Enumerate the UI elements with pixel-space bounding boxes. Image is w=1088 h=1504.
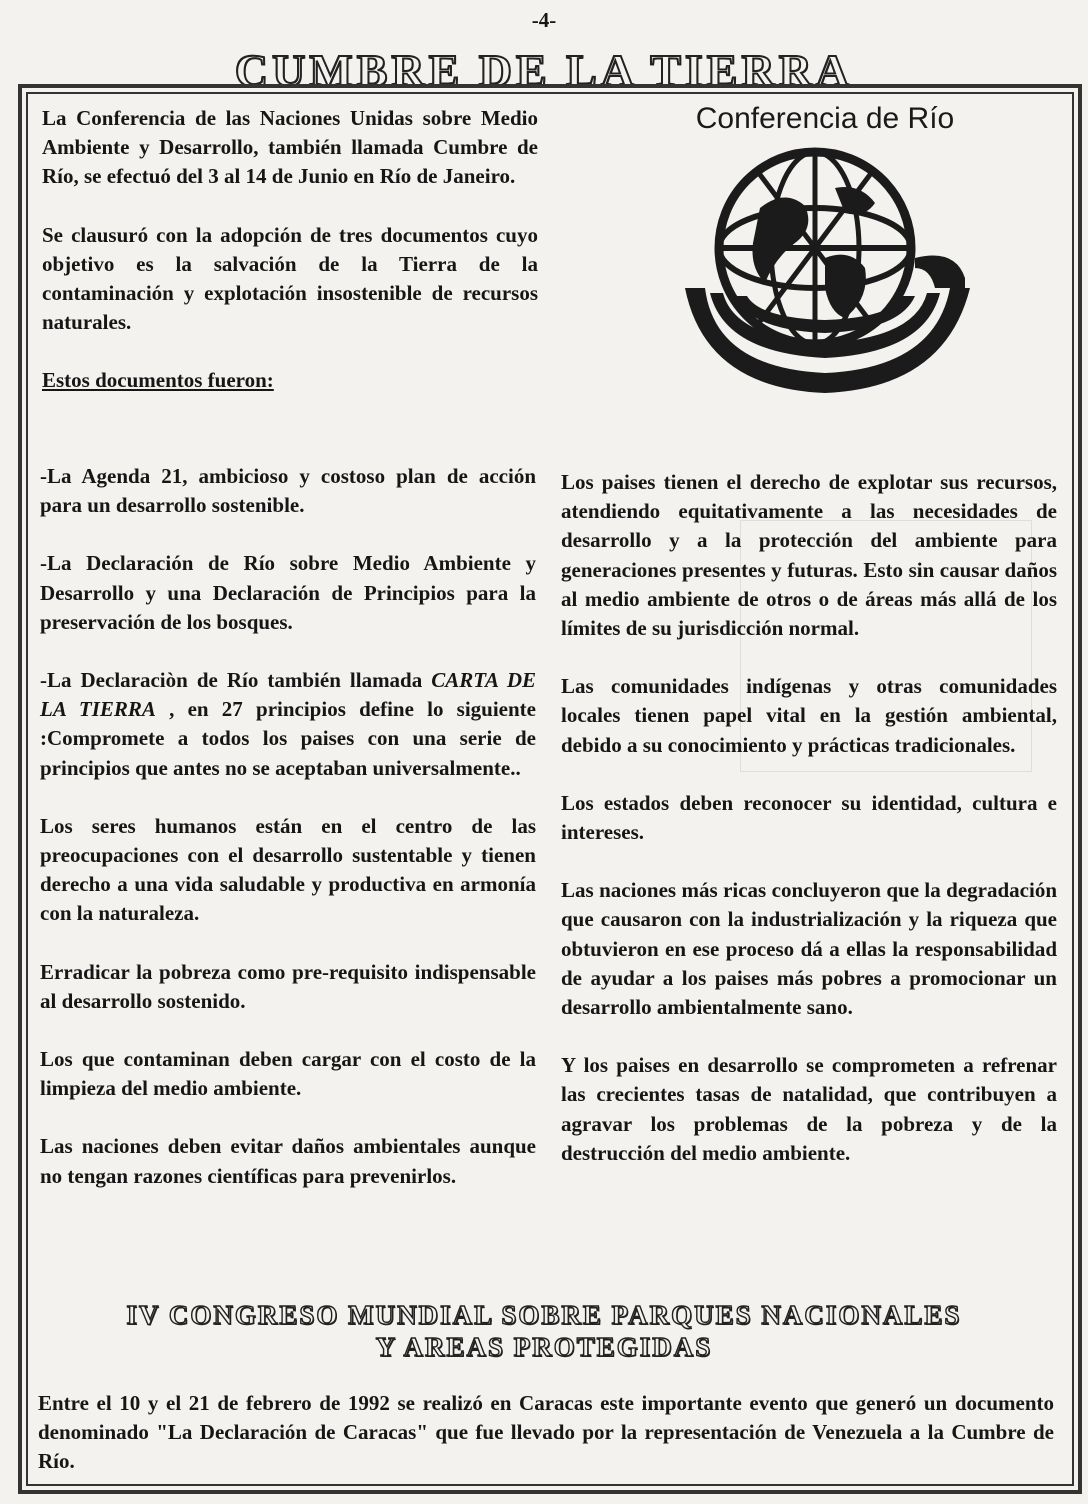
carta-text-after: , en 27 principios define lo siguiente :Compromete a todos los paises con una serie de principios que antes no se aceptaban universalmente.. xyxy=(40,697,536,780)
carta-tierra-item xyxy=(40,666,536,783)
declaracion-rio-item: -La Declaración de Río sobre Medio Ambiente y Desarrollo y una Declaración de Principios para la preservación de los bosques. xyxy=(40,551,536,634)
carta-text-before: -La Declaraciòn de Río también llamada xyxy=(40,668,432,693)
principle-contaminan: Los que contaminan deben cargar con el costo de la limpieza del medio ambiente. xyxy=(40,1047,536,1101)
documents-heading: Estos documentos fueron: xyxy=(42,368,274,393)
principle-natalidad: Y los paises en desarrollo se comprometen a refrenar las crecientes tasas de natalidad, que contribuyen a agravar los problemas de la pobreza y de la destrucción del medio ambiente. xyxy=(561,1053,1057,1165)
right-column xyxy=(561,468,1057,1168)
principle-estados: Los estados deben reconocer su identidad, cultura e intereses. xyxy=(561,790,1057,845)
congreso-title-line-1: IV CONGRESO MUNDIAL SOBRE PARQUES NACIONALES xyxy=(126,1300,962,1330)
principle-paises: Los paises tienen el derecho de explotar sus recursos, atendiendo equitativamente a las necesidades de desarrollo y a la protección del ambiente para generaciones presentes y futuras. Esto sin causar daños al medio ambiente de otros o de áreas más allá de los límites de su jurisdicción normal. xyxy=(561,470,1057,641)
page-number: -4- xyxy=(531,8,557,32)
intro-section xyxy=(42,104,538,396)
principle-pobreza: Erradicar la pobreza como pre-requisito indispensable al desarrollo sostenido. xyxy=(40,959,536,1013)
agenda-21-item: -La Agenda 21, ambicioso y costoso plan de acción para un desarrollo sostenible. xyxy=(40,464,536,518)
logo-caption: Conferencia de Río xyxy=(695,102,955,135)
intro-paragraph-1: La Conferencia de las Naciones Unidas sobre Medio Ambiente y Desarrollo, también llamada Cumbre de Río, se efectuó del 3 al 14 de Junio en Río de Janeiro. xyxy=(42,106,538,189)
congreso-title-line-2: Y AREAS PROTEGIDAS xyxy=(375,1332,713,1362)
principle-comunidades: Las comunidades indígenas y otras comunidades locales tienen papel vital en la gestión ambiental, debido a su conocimiento y prácticas tradicionales. xyxy=(561,674,1057,757)
principle-seres-humanos: Los seres humanos están en el centro de las preocupaciones con el desarrollo sustentable y tienen derecho a una vida saludable y productiva en armonía con la naturaleza. xyxy=(40,813,536,926)
principle-naciones: Las naciones deben evitar daños ambientales aunque no tengan razones científicas para prevenirlos. xyxy=(40,1134,536,1188)
carta-title: CARTA DE LA TIERRA xyxy=(40,668,536,722)
congreso-body xyxy=(38,1389,1054,1477)
principle-naciones-ricas: Las naciones más ricas concluyeron que la degradación que causaron con la industrialización y la riqueza que obtuvieron en ese proceso dá a ellas la responsabilidad de ayudar a los paises más pobres a promocionar un desarrollo ambientalmente sano. xyxy=(561,878,1057,1020)
left-column xyxy=(40,462,536,1191)
intro-paragraph-2: Se clausuró con la adopción de tres documentos cuyo objetivo es la salvación de la Tierra de la contaminación y explotación insostenible de recursos naturales. xyxy=(42,222,538,335)
conferencia-logo xyxy=(665,100,985,400)
earth-hands-icon xyxy=(665,138,985,398)
congreso-paragraph: Entre el 10 y el 21 de febrero de 1992 se realizó en Caracas este importante evento que generó un documento denominado "La Declaración de Caracas" que fue llevado por la representación de Venezuela a la Cumbre de Río. xyxy=(38,1391,1054,1474)
page-title: CUMBRE DE LA TIERRA xyxy=(234,45,854,96)
